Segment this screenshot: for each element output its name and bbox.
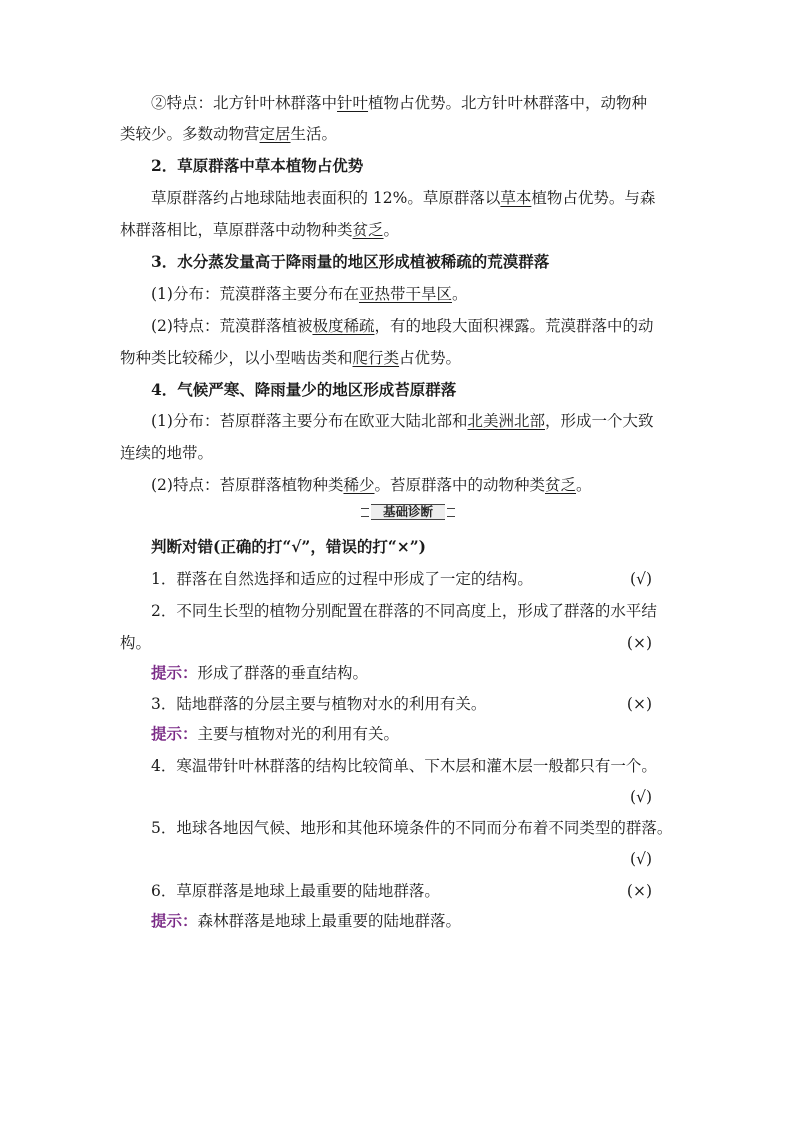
question-item: 5．地球各地因气候、地形和其他环境条件的不同而分布着不同类型的群落。 xyxy=(151,819,673,837)
hint-label: 提示： xyxy=(151,724,198,743)
text-line xyxy=(151,93,647,113)
question-text: 构。 xyxy=(120,634,152,652)
text-line: 连续的地带。 xyxy=(120,444,214,462)
section-banner xyxy=(360,505,456,519)
text: 草原群落约占地球陆地表面积的 12%。草原群落以 xyxy=(151,189,501,207)
text-line xyxy=(120,348,461,368)
section-heading: 4．气候严寒、降雨量少的地区形成苔原群落 xyxy=(151,380,457,399)
text: (2)特点：苔原群落植物种类 xyxy=(151,476,344,494)
hint-line xyxy=(151,724,399,744)
answer-blank: 极度稀疏 xyxy=(312,317,375,335)
hint-line xyxy=(151,911,461,931)
text: ②特点：北方针叶林群落中 xyxy=(151,94,338,112)
text: 类较少。多数动物营 xyxy=(120,125,260,143)
hint-label: 提示： xyxy=(151,911,198,930)
text: 。 xyxy=(383,221,400,239)
question-item xyxy=(151,569,680,589)
text: ，有的地段大面积裸露。荒漠群落中的动 xyxy=(374,317,654,335)
text-line xyxy=(151,188,655,208)
text: 林群落相比，草原群落中动物种类 xyxy=(120,221,353,239)
section-banner-label: 基础诊断 xyxy=(371,504,445,520)
answer-blank: 亚热带干旱区 xyxy=(358,285,452,303)
text: 植物占优势。与森 xyxy=(531,189,656,207)
text: 占优势。 xyxy=(399,349,462,367)
question-text: 3．陆地群落的分层主要与植物对水的利用有关。 xyxy=(151,695,487,713)
text-line xyxy=(120,124,337,144)
text: 植物占优势。北方针叶林群落中，动物种 xyxy=(368,94,648,112)
text: 物种类比较稀少，以小型啮齿类和 xyxy=(120,349,353,367)
text: 。 xyxy=(576,476,592,494)
question-text: 6．草原群落是地球上最重要的陆地群落。 xyxy=(151,882,440,900)
section-heading: 3．水分蒸发量高于降雨量的地区形成植被稀疏的荒漠群落 xyxy=(151,252,550,271)
question-item xyxy=(151,881,680,901)
answer-blank: 针叶 xyxy=(337,94,369,112)
answer-blank: 贫乏 xyxy=(352,221,384,239)
answer-mark: (√) xyxy=(630,850,652,868)
hint-text: 森林群落是地球上最重要的陆地群落。 xyxy=(197,912,462,930)
text: 。 xyxy=(451,285,468,303)
text: (1)分布：荒漠群落主要分布在 xyxy=(151,285,359,303)
answer-blank: 稀少 xyxy=(343,476,375,494)
hint-line xyxy=(151,663,368,683)
answer-mark: (×) xyxy=(626,634,652,652)
answer-blank: 贫乏 xyxy=(545,476,577,494)
text-line xyxy=(120,220,399,240)
text: ，形成一个大致 xyxy=(544,412,654,430)
hint-text: 主要与植物对光的利用有关。 xyxy=(197,725,400,743)
text: (2)特点：荒漠群落植被 xyxy=(151,317,313,335)
answer-mark: (×) xyxy=(626,695,652,713)
hint-label: 提示： xyxy=(151,663,198,682)
answer-mark: (×) xyxy=(626,882,652,900)
answer-mark: (√) xyxy=(630,788,652,806)
answer-blank: 草本 xyxy=(500,189,532,207)
text: (1)分布：苔原群落主要分布在欧亚大陆北部和 xyxy=(151,412,468,430)
question-item xyxy=(151,694,680,714)
text-line xyxy=(151,284,468,304)
answer-blank: 爬行类 xyxy=(352,349,400,367)
answer-blank: 定居 xyxy=(259,125,291,143)
question-item: 2．不同生长型的植物分别配置在群落的不同高度上，形成了群落的水平结 xyxy=(151,602,657,620)
hint-text: 形成了群落的垂直结构。 xyxy=(197,664,369,682)
text-line xyxy=(151,411,654,431)
answer-blank: 北美洲北部 xyxy=(467,412,545,430)
question-item-cont xyxy=(120,633,680,653)
section-heading: 2．草原群落中草本植物占优势 xyxy=(151,156,364,175)
text-line xyxy=(151,316,654,336)
question-item: 4．寒温带针叶林群落的结构比较简单、下木层和灌木层一般都只有一个。 xyxy=(151,757,657,775)
question-text: 1．群落在自然选择和适应的过程中形成了一定的结构。 xyxy=(151,570,533,588)
text: 。苔原群落中的动物种类 xyxy=(374,476,545,494)
answer-mark: (√) xyxy=(630,570,652,588)
text: 生活。 xyxy=(290,125,338,143)
judge-instruction: 判断对错(正确的打“√”，错误的打“×”) xyxy=(151,537,427,556)
text-line xyxy=(151,475,592,495)
